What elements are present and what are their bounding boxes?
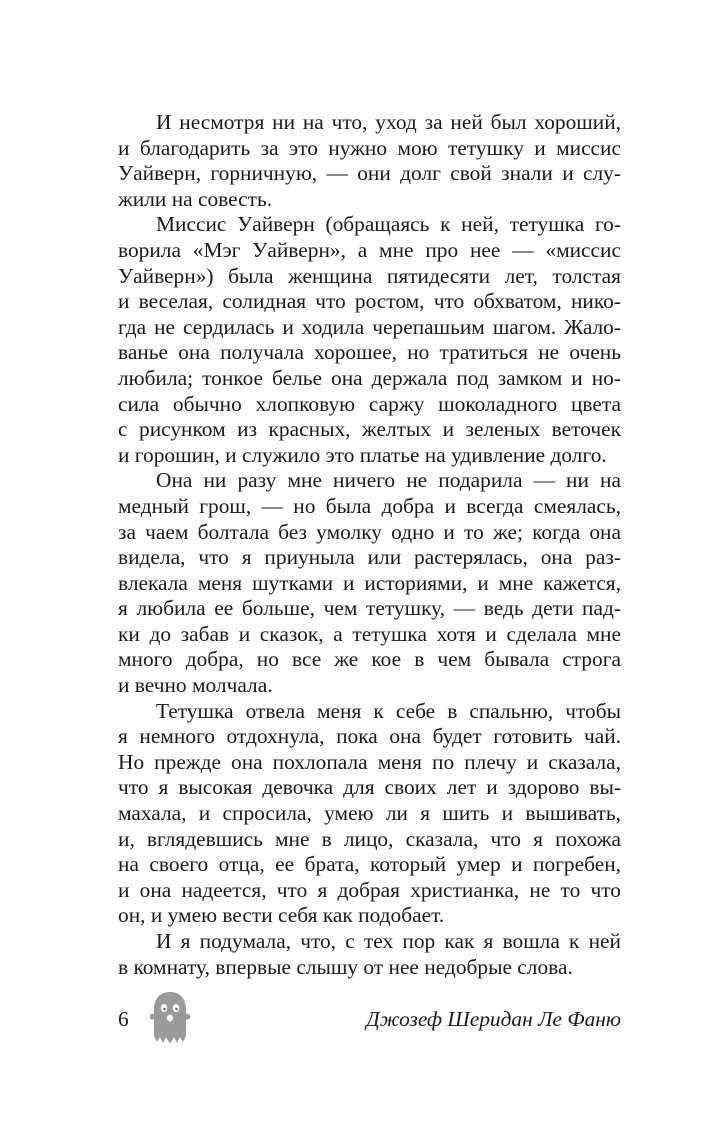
page-number: 6 bbox=[118, 1007, 129, 1031]
text-line: Тетушка отвела меня к себе в спальню, чтобы bbox=[156, 698, 621, 723]
text-line: И несмотря ни на что, уход за ней был хороший, bbox=[156, 110, 621, 134]
paragraph bbox=[118, 929, 621, 980]
text-line: Миссис Уайверн (обращаясь к ней, тетушка го- bbox=[156, 212, 621, 237]
text-line: и веселая, солидная что ростом, что обхватом, нико- bbox=[118, 289, 621, 314]
text-line: в комнату, впервые слышу от нее недобрые слова. bbox=[118, 954, 573, 979]
text-line: жили на совесть. bbox=[118, 186, 273, 211]
text-line: я немного отдохнула, пока она будет готовить чай. bbox=[118, 724, 621, 749]
text-line: влекала меня шутками и историями, и мне кажется, bbox=[118, 570, 621, 595]
text-line: ки до забав и сказок, а тетушка хотя и сделала мне bbox=[118, 621, 621, 646]
text-line: я любила ее больше, чем тетушку, — ведь дети пад- bbox=[118, 596, 621, 621]
page-footer bbox=[118, 990, 621, 1050]
paragraph bbox=[118, 110, 621, 212]
text-line: и благодарить за это нужно мою тетушку и миссис bbox=[118, 135, 621, 160]
text-line: И я подумала, что, с тех пор как я вошла к ней bbox=[156, 929, 621, 953]
author-name: Джозеф Шеридан Ле Фаню bbox=[366, 1007, 621, 1031]
text-line: медный грош, — но была добра и всегда смеялась, bbox=[118, 493, 621, 518]
text-line: и горошин, и служило это платье на удивление долго. bbox=[118, 442, 607, 467]
page-body bbox=[118, 110, 621, 980]
text-line: за чаем болтала без умолку одно и то же; когда она bbox=[118, 519, 621, 544]
text-line: с рисунком из красных, желтых и зеленых веточек bbox=[118, 417, 621, 442]
text-line: видела, что я приуныла или растерялась, она раз- bbox=[118, 545, 621, 570]
text-line: гда не сердилась и ходила черепашьим шагом. Жало- bbox=[118, 314, 621, 339]
text-line: сила обычно хлопковую саржу шоколадного цвета bbox=[118, 391, 621, 416]
text-line: Уайверн») была женщина пятидесяти лет, толстая bbox=[118, 263, 621, 288]
text-line: много добра, но все же кое в чем бывала строга bbox=[118, 647, 621, 672]
text-line: ворила «Мэг Уайверн», а мне про нее — «миссис bbox=[118, 237, 621, 262]
ghost-icon bbox=[148, 990, 192, 1046]
paragraph bbox=[118, 699, 621, 929]
text-line: он, и умею вести себя как подобает. bbox=[118, 903, 445, 928]
paragraph bbox=[118, 212, 621, 468]
text-line: и она надеется, что я добрая христианка, не то что bbox=[118, 877, 621, 902]
text-line: Уайверн, горничную, — они долг свой знали и слу- bbox=[118, 161, 621, 186]
text-line: и, вглядевшись мне в лицо, сказала, что я похожа bbox=[118, 826, 621, 851]
text-line: ванье она получала хорошее, но тратиться не очень bbox=[118, 340, 621, 365]
text-line: махала, и спросила, умею ли я шить и вышивать, bbox=[118, 801, 621, 826]
text-line: на своего отца, ее брата, который умер и погребен, bbox=[118, 852, 621, 877]
text-line: Но прежде она похлопала меня по плечу и сказала, bbox=[118, 749, 621, 774]
text-line: любила; тонкое белье она держала под замком и но- bbox=[118, 365, 621, 390]
paragraph bbox=[118, 468, 621, 698]
text-line: что я высокая девочка для своих лет и здорово вы- bbox=[118, 775, 621, 800]
text-line: и вечно молчала. bbox=[118, 673, 273, 698]
text-line: Она ни разу мне ничего не подарила — ни на bbox=[156, 468, 621, 493]
